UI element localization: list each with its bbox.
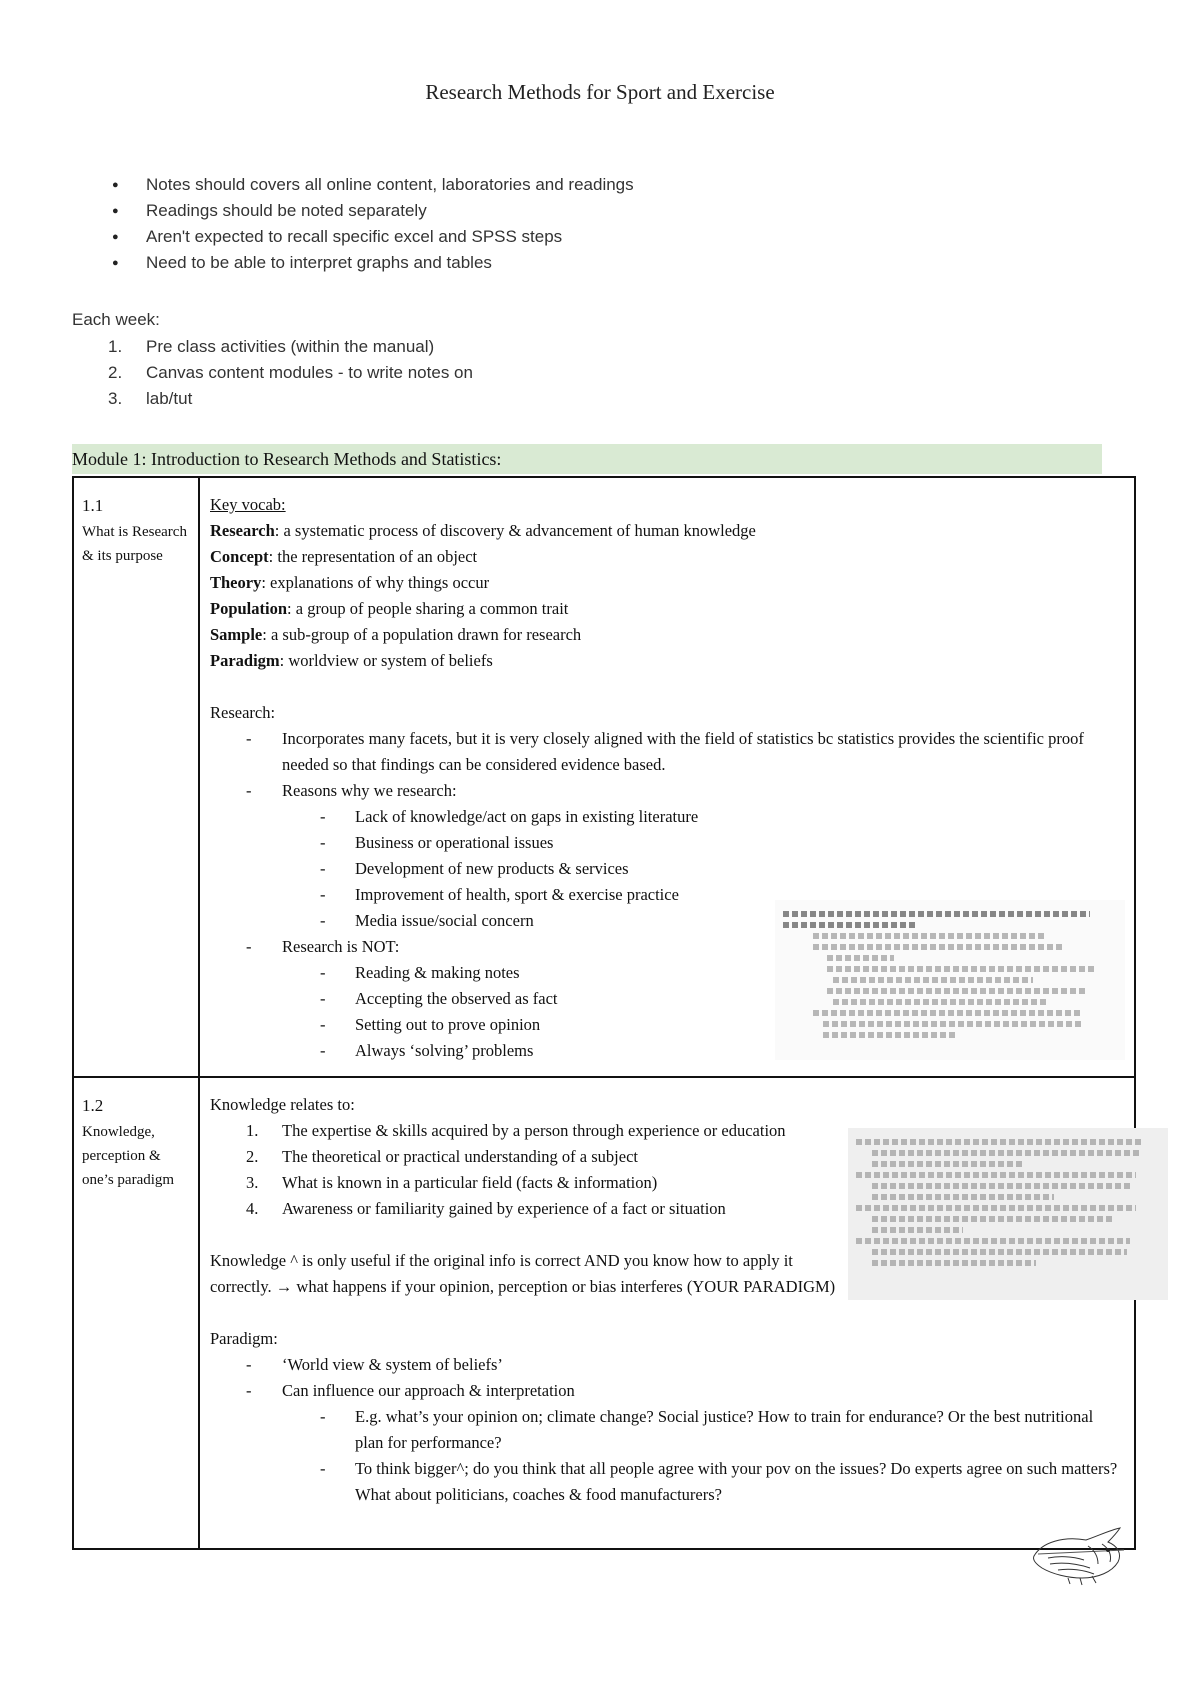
vocab-term: Paradigm: [210, 651, 280, 670]
paradigm-subitem: - E.g. what’s your opinion on; climate change? Social justice? How to train for endurance? Or the best nutritional plan for performance?: [210, 1404, 1124, 1456]
section-title: Knowledge, perception & one’s paradigm: [82, 1124, 175, 1188]
each-week-item: [108, 360, 473, 386]
each-week-list: [108, 334, 473, 412]
intro-bullet: ● Notes should covers all online content, laboratories and readings: [108, 172, 634, 198]
not-item: - Accepting the observed as fact: [210, 986, 1124, 1012]
not-item: - Always ‘solving’ problems: [210, 1038, 1124, 1064]
not-item: - Reading & making notes: [210, 960, 1124, 986]
vocab-entry: [210, 596, 1124, 622]
item-number: 4.: [246, 1199, 259, 1218]
research-heading: Research:: [210, 703, 276, 722]
item-number: 1.: [108, 337, 123, 356]
research-point: - Incorporates many facets, but it is very closely aligned with the field of statistics bc statistics provides the scientific proof needed so that findings can be considered evidence based.: [210, 726, 1124, 778]
vocab-definition: : a sub-group of a population drawn for research: [262, 625, 582, 644]
paradigm-list: [210, 1352, 1124, 1508]
section-number: 1.1: [82, 496, 104, 515]
vocab-term: Population: [210, 599, 288, 618]
vocab-term: Concept: [210, 547, 269, 566]
key-vocab-heading: Key vocab:: [210, 495, 286, 514]
vocab-term: Theory: [210, 573, 262, 592]
knowledge-note: Knowledge ^ is only useful if the original info is correct AND you know how to apply it correctly. → what happens if your opinion, perception or bias interferes (YOUR PARADIGM): [210, 1251, 836, 1296]
reason-item: - Media issue/social concern: [210, 908, 1124, 934]
each-week-heading: Each week:: [72, 310, 160, 329]
item-number: 3.: [108, 389, 123, 408]
section-label-cell: [73, 1077, 199, 1549]
vocab-entry: [210, 544, 1124, 570]
vocab-definition: : the representation of an object: [268, 547, 478, 566]
vocab-definition: : worldview or system of beliefs: [279, 651, 493, 670]
paradigm-subitem: - To think bigger^; do you think that all people agree with your pov on the issues? Do experts agree on such matters? What about politicians, coaches & food manufacturers?: [210, 1456, 1124, 1508]
item-text: The expertise & skills acquired by a person through experience or education: [282, 1121, 786, 1140]
section-label-cell: [73, 477, 199, 1077]
item-number: 1.: [246, 1121, 259, 1140]
vocab-entry: [210, 570, 1124, 596]
intro-bullet: ● Readings should be noted separately: [108, 198, 634, 224]
item-text: The theoretical or practical understanding of a subject: [282, 1147, 638, 1166]
not-item: - Setting out to prove opinion: [210, 1012, 1124, 1038]
document-title: Research Methods for Sport and Exercise: [425, 80, 775, 104]
vocab-definition: : a systematic process of discovery & advancement of human knowledge: [274, 521, 756, 540]
paradigm-item: - ‘World view & system of beliefs’: [210, 1352, 1124, 1378]
section-number: 1.2: [82, 1096, 104, 1115]
item-text: Canvas content modules - to write notes on: [146, 363, 473, 382]
section-title: What is Research & its purpose: [82, 524, 187, 564]
item-text: Awareness or familiarity gained by experience of a fact or situation: [282, 1199, 726, 1218]
knowledge-heading: Knowledge relates to:: [210, 1095, 355, 1114]
item-text: lab/tut: [146, 389, 193, 408]
item-number: 3.: [246, 1173, 259, 1192]
intro-bullet: ● Aren't expected to recall specific excel and SPSS steps: [108, 224, 634, 250]
item-number: 2.: [246, 1147, 259, 1166]
reason-item: - Business or operational issues: [210, 830, 1124, 856]
item-number: 2.: [108, 363, 123, 382]
not-heading: - Research is NOT:: [210, 934, 1124, 960]
item-text: Pre class activities (within the manual): [146, 337, 435, 356]
reason-item: - Improvement of health, sport & exercise practice: [210, 882, 1124, 908]
each-week-item: [108, 334, 473, 360]
vocab-term: Research: [210, 521, 275, 540]
pasted-activity-screenshot: [775, 900, 1125, 1060]
vocab-definition: : a group of people sharing a common trait: [287, 599, 569, 618]
vocab-entry: [210, 518, 1124, 544]
paradigm-heading: Paradigm:: [210, 1329, 278, 1348]
vocab-definition: : explanations of why things occur: [261, 573, 490, 592]
hare-sketch-icon: [1028, 1516, 1128, 1586]
pasted-answer-screenshot: [848, 1128, 1168, 1300]
intro-bullet: ● Need to be able to interpret graphs and tables: [108, 250, 634, 276]
reason-item: - Lack of knowledge/act on gaps in existing literature: [210, 804, 1124, 830]
each-week-item: [108, 386, 473, 412]
item-text: What is known in a particular field (facts & information): [282, 1173, 658, 1192]
paradigm-item: - Can influence our approach & interpretation: [210, 1378, 1124, 1404]
vocab-entry: [210, 648, 1124, 674]
vocab-term: Sample: [210, 625, 263, 644]
reasons-heading: - Reasons why we research:: [210, 778, 1124, 804]
vocab-entry: [210, 622, 1124, 648]
module-header: Module 1: Introduction to Research Methods and Statistics:: [72, 444, 1102, 474]
intro-bullet-list: [108, 172, 634, 276]
reason-item: - Development of new products & services: [210, 856, 1124, 882]
